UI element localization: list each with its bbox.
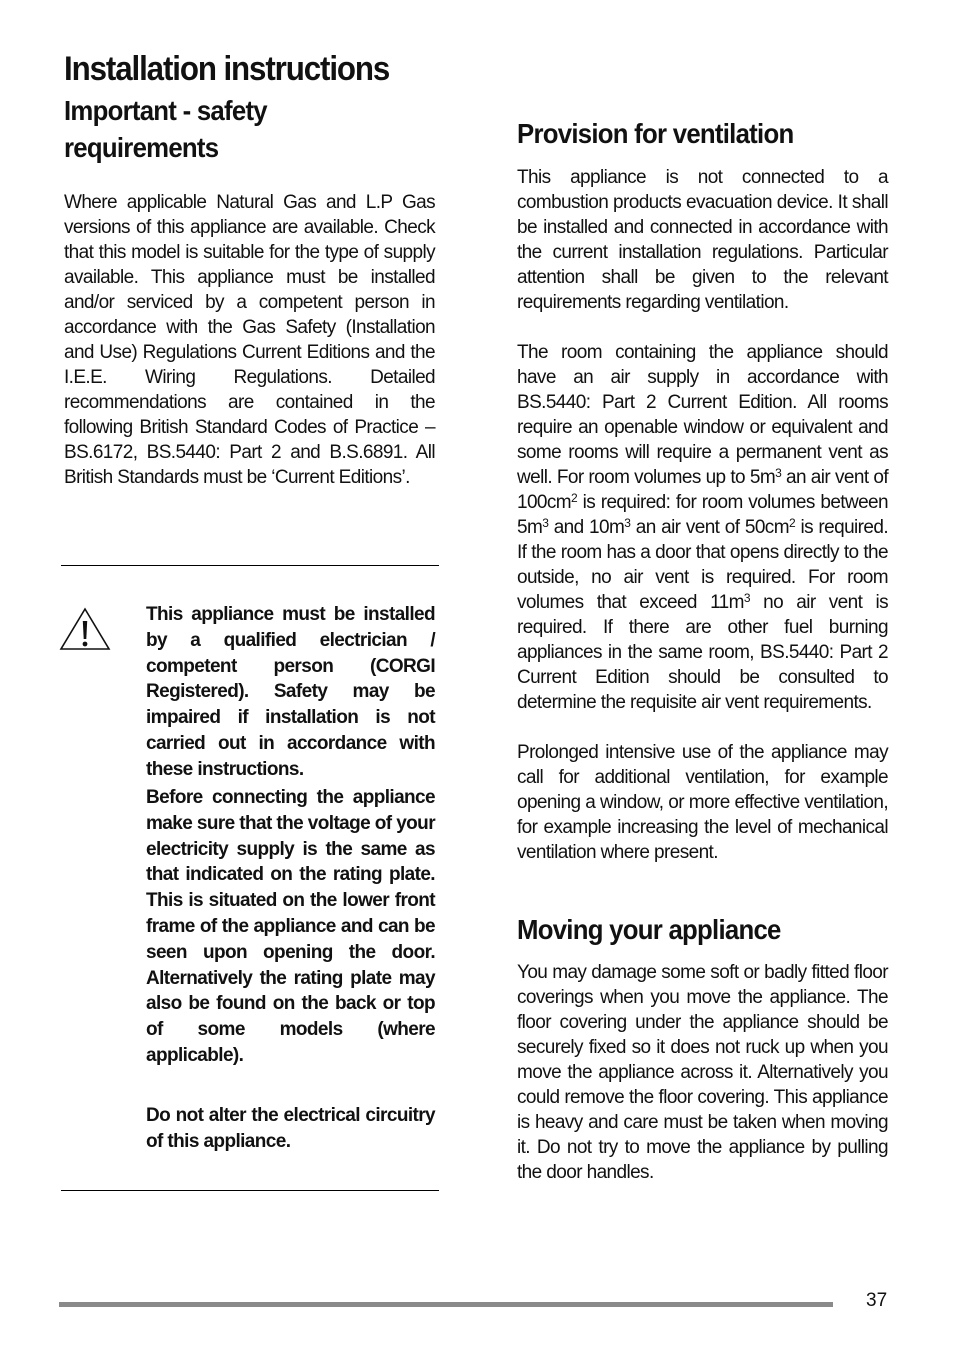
intro-paragraph: Where applicable Natural Gas and L.P Gas versions of this appliance are available. Check that this model is suitable for the type of supply available. This appliance must be installed and/or serviced by a competent person in accordance with the Gas Safety (Installation and Use) Regulations Current Editions and the I.E.E. Wiring Regulations. Detailed recommendations are contained in the following British Standard Codes of Practice – BS.6172, BS.5440: Part 2 and B.S.6891. All British Standards must be ‘Current Editions’.	[64, 192, 435, 488]
divider-top	[61, 565, 439, 566]
section-title-safety: Important - safety requirements	[64, 95, 267, 163]
warning-circuitry: Do not alter the electrical circuitry of this appliance.	[146, 1105, 435, 1152]
warning-voltage: Before connecting the appliance make sure that the voltage of your electricity supply is the same as that indicated on the rating plate. This is situated on the lower front frame of the appliance and can be seen upon opening the door. Alternatively the rating plate may also be found on the back or top of some models (where applicable).	[146, 787, 435, 1066]
divider-bottom	[61, 1190, 439, 1191]
moving-paragraph: You may damage some soft or badly fitted floor coverings when you move the appliance. The floor covering under the appliance should be securely fixed so it does not ruck up when you move the appliance across it. Alternatively you could remove the floor covering. This appliance is heavy and care must be taken when moving it. Do not try to move the appliance by pulling the door handles.	[517, 962, 888, 1183]
ventilation-paragraph-2: The room containing the appliance should have an air supply in accordance with BS.5440: Part 2 Current Edition. All rooms require an openable window or equivalent and some rooms will require a permanent vent as well. For room volumes up to $5m^3$ an air vent of $100cm^2$ is required: for room volumes between $5m^3$ and $10m^3$ an air vent of $50cm^2$ is required. If the room has a door that opens directly to the outside, no air vent is required. For room volumes that exceed $11m^3$ no air vent is required. If there are other fuel burning appliances in the same room, BS.5440: Part 2 Current Edition should be consulted to determine the requisite air vent requirements.	[517, 342, 889, 713]
heading-ventilation: Provision for ventilation	[517, 118, 794, 149]
ventilation-paragraph-1: This appliance is not connected to a combustion products evacuation device. It shall be installed and connected in accordance with the current installation regulations. Particular attention shall be given to the relevant requirements regarding ventilation.	[517, 167, 888, 313]
page-title: Installation instructions	[64, 50, 390, 88]
heading-moving: Moving your appliance	[517, 914, 781, 945]
warning-triangle-icon	[58, 606, 112, 652]
warning-installer: This appliance must be installed by a qualified electrician / competent person (CORGI Registered). Safety may be impaired if installation is not carried out in accordance with these instructions.	[146, 604, 435, 780]
page-number: 37	[866, 1290, 888, 1311]
ventilation-paragraph-3: Prolonged intensive use of the appliance may call for additional ventilation, for example opening a window, or more effective ventilation, for example increasing the level of mechanical ventilation where present.	[517, 742, 888, 863]
footer-bar	[59, 1302, 833, 1307]
